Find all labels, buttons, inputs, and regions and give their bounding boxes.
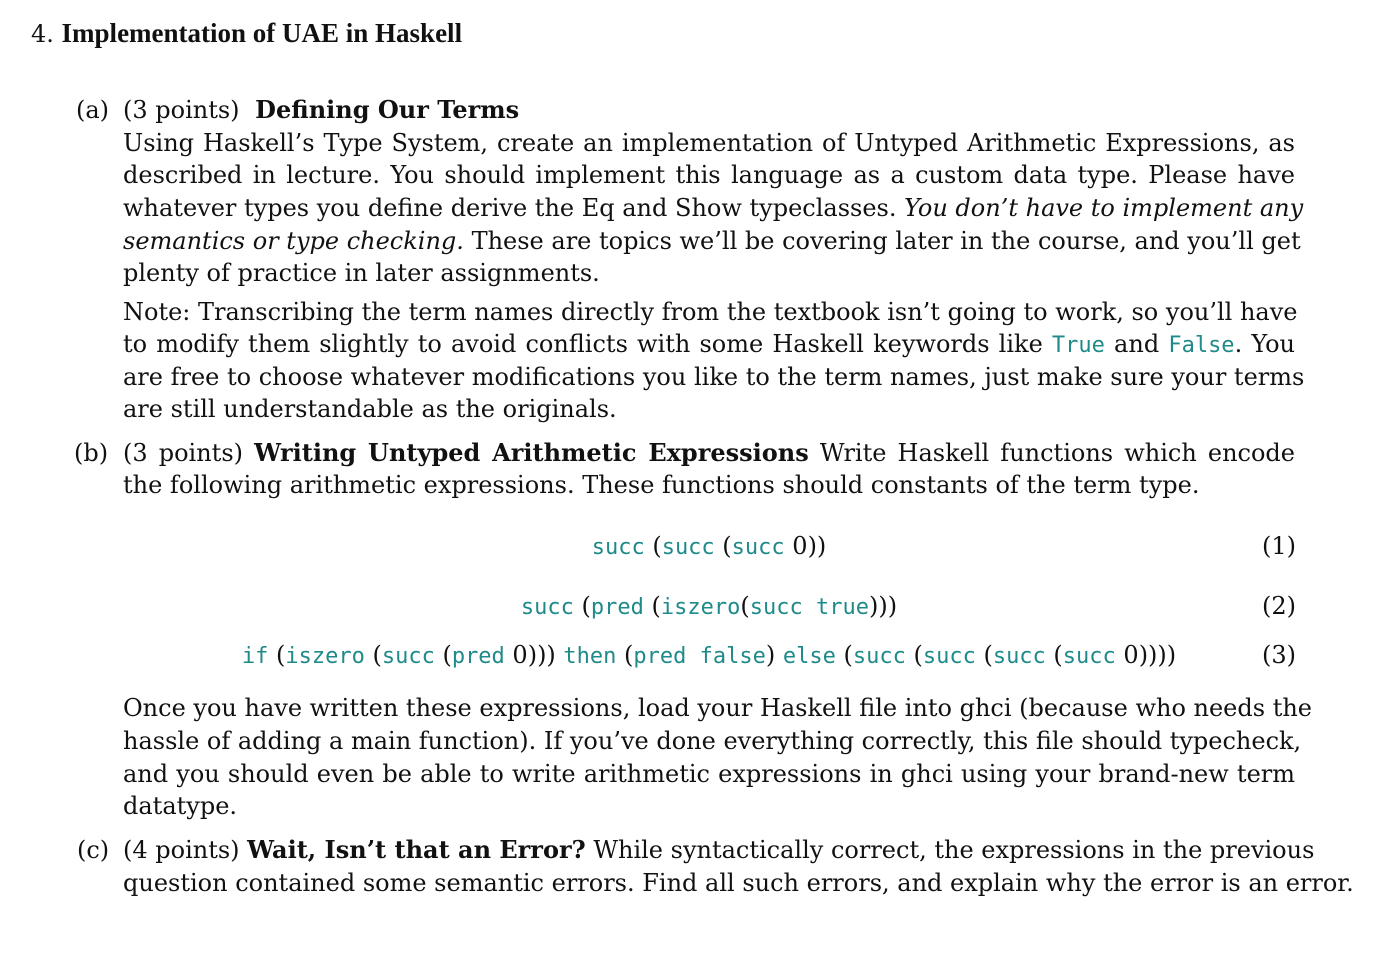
equation-2 xyxy=(521,591,897,623)
equation-term: iszero xyxy=(660,595,741,620)
part-a-p2-line2-b: and xyxy=(1114,330,1160,358)
part-a-p1-line4 xyxy=(123,226,1301,256)
equation-punct: ))) xyxy=(868,592,898,620)
equation-term: succ xyxy=(591,535,645,560)
part-a-p1-line3-italic: You don’t have to implement any xyxy=(904,194,1304,222)
part-a-p1-line1: Using Haskell’s Type System, create an implementation of Untyped Arithmetic Expressions, as xyxy=(123,129,1295,157)
part-a-p1-line4-italic: semantics or type checking. xyxy=(123,227,464,255)
part-b-line1-rest: Write Haskell functions which encode xyxy=(819,439,1295,467)
equation-punct: ( xyxy=(573,592,591,620)
equation-punct: ( xyxy=(835,641,853,669)
part-a-p2-line2-c: . You xyxy=(1234,330,1295,358)
equation-term: succ xyxy=(992,644,1046,669)
part-b-p3-line1: Once you have written these expressions, load your Haskell file into ghci (because who needs the xyxy=(123,694,1312,722)
part-a-label: (a) xyxy=(76,96,110,124)
equation-term: succ xyxy=(731,535,785,560)
part-a-p2-line2-a: to modify them slightly to avoid conflicts with some Haskell keywords like xyxy=(123,330,1043,358)
part-c-title: Wait, Isn’t that an Error? xyxy=(247,835,586,864)
equation-punct: ( xyxy=(975,641,993,669)
equation-term: pred xyxy=(590,595,644,620)
equation-term: succ xyxy=(1062,644,1116,669)
part-b-title: Writing Untyped Arithmetic Expressions xyxy=(254,438,809,467)
equation-term: succ true xyxy=(749,595,869,620)
part-a-p2-line1: Note: Transcribing the term names directly from the textbook isn’t going to work, so you’ll have xyxy=(123,298,1298,326)
equation-number-3: (3) xyxy=(1262,641,1296,669)
equation-term: succ xyxy=(520,595,574,620)
part-b-points: (3 points) xyxy=(123,439,244,467)
equation-number-1: (1) xyxy=(1262,532,1296,560)
part-c-line1-rest: While syntactically correct, the expressions in the previous xyxy=(593,836,1315,864)
equation-punct: ( xyxy=(1045,641,1063,669)
part-b-p3-line4: datatype. xyxy=(123,792,238,820)
equation-term: succ xyxy=(852,644,906,669)
section-number: 4. xyxy=(31,20,54,48)
equation-term: else xyxy=(782,644,836,669)
part-c-line2: question contained some semantic errors. Find all such errors, and explain why the error is an error. xyxy=(123,869,1354,897)
equation-punct: ( xyxy=(434,641,452,669)
part-a-p1-line4-plain: These are topics we’ll be covering later in the course, and you’ll get xyxy=(471,227,1301,255)
part-b-p3-line3: and you should even be able to write arithmetic expressions in ghci using your brand-new term xyxy=(123,760,1295,788)
equation-term: iszero xyxy=(285,644,365,669)
equation-punct: ( xyxy=(268,641,286,669)
part-a-p1-line3-plain: whatever types you define derive the Eq and Show typeclasses. xyxy=(123,194,897,222)
equation-number-2: (2) xyxy=(1262,592,1296,620)
equation-term: pred xyxy=(451,644,505,669)
equation-punct: ( xyxy=(364,641,382,669)
equation-term: succ xyxy=(922,644,976,669)
equation-1 xyxy=(592,531,827,563)
equation-punct: ( xyxy=(644,532,662,560)
part-c-line1 xyxy=(123,835,1315,865)
section-title: Implementation of UAE in Haskell xyxy=(61,18,463,48)
section-heading xyxy=(31,18,462,49)
equation-term: succ xyxy=(661,535,715,560)
keyword-false: False xyxy=(1168,333,1235,358)
equation-punct: ( xyxy=(714,532,732,560)
part-a-points: (3 points) xyxy=(123,96,240,124)
part-a-p2-line4: are still understandable as the originals. xyxy=(123,395,617,423)
equation-punct: ( xyxy=(643,592,661,620)
part-c-label: (c) xyxy=(77,836,110,864)
equation-punct: ( xyxy=(616,641,634,669)
equation-3 xyxy=(242,640,1176,672)
part-a-title: Defining Our Terms xyxy=(255,95,520,124)
equation-punct: ( xyxy=(905,641,923,669)
part-b-line1 xyxy=(123,438,1295,468)
equation-punct: ) xyxy=(765,641,783,669)
equation-punct: 0)) xyxy=(784,532,827,560)
equation-term: succ xyxy=(381,644,435,669)
part-a-p2-line3: are free to choose whatever modifications you like to the term names, just make sure your terms xyxy=(123,363,1305,391)
part-a-p1-line5: plenty of practice in later assignments. xyxy=(123,259,600,287)
equation-punct: 0))) xyxy=(504,641,564,669)
part-a-p1-line2: described in lecture. You should implement this language as a custom data type. Please have xyxy=(123,161,1295,189)
part-b-line2: the following arithmetic expressions. These functions should constants of the term type. xyxy=(123,471,1200,499)
equation-term: pred false xyxy=(633,644,766,669)
part-c-points: (4 points) xyxy=(123,836,240,864)
equation-term: if xyxy=(241,644,269,669)
equation-punct: 0)))) xyxy=(1115,641,1177,669)
part-a-p2-line2 xyxy=(123,329,1295,361)
part-b-label: (b) xyxy=(74,439,109,467)
equation-punct: ( xyxy=(740,592,750,620)
equation-term: then xyxy=(563,644,617,669)
part-a-header xyxy=(123,95,519,125)
part-a-p1-line3 xyxy=(123,193,1304,223)
keyword-true: True xyxy=(1051,333,1105,358)
part-b-p3-line2: hassle of adding a main function). If you’ve done everything correctly, this file should typecheck, xyxy=(123,727,1302,755)
